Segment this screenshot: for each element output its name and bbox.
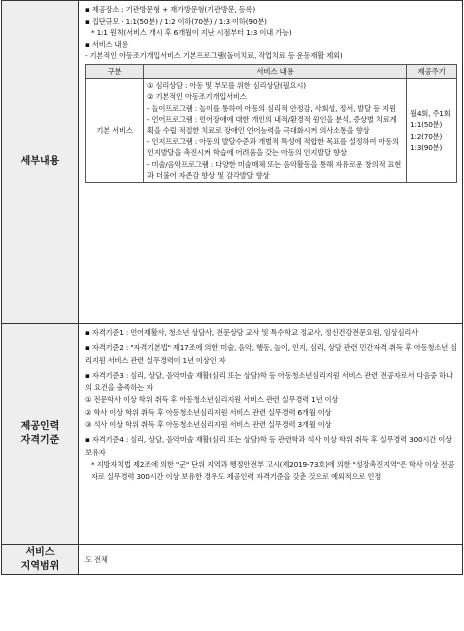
area-row (2, 545, 463, 575)
spec-table (1, 0, 463, 575)
period-freq: 월4회, 주1회 (410, 109, 451, 119)
qual-label-text: 제공인력 자격기준 (20, 421, 60, 446)
qual-3-item: ① 전문학사 이상 학위 취득 후 아동청소년심리지원 서비스 관련 실무경력 1년 이상 (85, 395, 339, 405)
service-table (85, 64, 457, 183)
header-content: 서비스 내용 (144, 64, 407, 78)
content-item: - 언어프로그램 : 언어장애에 대한 개인의 내적/환경적 원인을 분석, 증상별 치료계획을 수립 적절한 치료로 장애인 언어능력을 극대화시켜 의사소통을 향상 (147, 114, 397, 135)
detail-row (2, 1, 463, 324)
period-item: 1:3(90분) (410, 142, 443, 152)
service-table-row (86, 79, 457, 183)
period-item: 1:1(50분) (410, 120, 443, 130)
qual-3-item: ② 학사 이상 학위 취득 후 아동청소년심리지원 서비스 관련 실무경력 6개월 이상 (85, 407, 332, 417)
header-period: 제공주기 (407, 64, 457, 78)
service-table-header (86, 64, 457, 78)
place-line: ▪ 제공장소 : 기관방문형 + 재가방문형(기관방문, 등록) (85, 5, 256, 14)
content-item: ② 기본적인 아동조기개입서비스 (147, 92, 247, 102)
qual-content (79, 324, 463, 545)
qual-4: ▪ 자격기준4 : 심리, 상담, 음악미술 재활(심리 또는 상담)학 등 관련학과 석사 이상 학위 취득 후 실무경력 300시간 이상 보유자 (85, 435, 452, 457)
area-label (2, 545, 79, 575)
detail-label-text: 세부내용 (20, 156, 60, 167)
qual-3-item: ③ 석사 이상 학위 취득 후 아동청소년심리지원 서비스 관련 실무경력 3개월 이상 (85, 420, 332, 430)
document (1, 0, 462, 575)
header-kind: 구분 (86, 64, 144, 78)
detail-content (79, 1, 463, 324)
service-heading: ▪ 서비스 내용 (85, 39, 129, 49)
period-cell (407, 79, 457, 183)
qual-2: ▪ 자격기준2 : "자격기본법" 제17조에 의한 미술, 음악, 행동, 놀이, 인지, 심리, 상담 관련 민간자격 취득 후 아동청소년 심리지원 서비스 관련 실무경력이 1년 이상인 자 (85, 343, 458, 365)
content-item: - 미술/음악프로그램 : 다양한 미술매체 또는 음악활동을 통해 자유로운 창의적 표현과 더불어 자존감 향상 및 감각발달 향상 (147, 159, 402, 180)
content-item: - 인지프로그램 : 아동의 발달수준과 개별적 특성에 적합한 목표를 설정하여 아동의 인지발달을 촉진시켜 학습에 어려움을 갖는 아동의 인지발달 향상 (147, 137, 399, 158)
content-item: ① 심리상담 : 아동 및 부모를 위한 심리상담(필요시) (147, 81, 306, 91)
kind-cell: 기본 서비스 (86, 79, 144, 183)
area-value: 도 전체 (85, 554, 108, 564)
qual-3: ▪ 자격기준3 : 심리, 상담, 음악미술 재활(심리 또는 상담)학 등 아동청소년심리지원 서비스 관련 전공자로서 다음중 하나의 요건을 충족하는 자 (85, 370, 453, 393)
service-desc: - 기본적인 아동조기개입서비스 기본프로그램(돌이치료, 작업치료 등 운동재활 제외) (85, 51, 343, 61)
area-label-text: 서비스 지역범위 (20, 546, 60, 572)
group-size-line: ▪ 집단규모 · 1:1(50분) / 1:2 이하(70분) / 1:3 이하(90분) (85, 16, 267, 26)
content-item: - 놀이프로그램 : 놀이를 통하여 아동의 심리적 안정감, 사회성, 정서, 발달 등 지원 (147, 103, 396, 113)
group-note-line: * 1:1 원칙(서비스 개시 후 6개월이 지난 시점부터 1:3 이내 가능) (91, 28, 292, 38)
qual-note: * 지방자치법 제2조에 의한 "군" 단위 지역과 행정안전부 고시(제2019-73호)에 의한 "성장촉진지역"은 학사 이상 전공자로 실무경력 300시간 이상 보유한 경우도 제공인력 자격기준을 갖춘 것으로 예외적으로 인정 (91, 459, 455, 482)
content-cell (144, 79, 407, 183)
qual-1: ▪ 자격기준1 : 언어재활사, 청소년 상담사, 전문상담 교사 및 특수학교 정교사, 정신건강전문요원, 임상심리사 (85, 328, 419, 337)
area-content (79, 545, 463, 575)
detail-label (2, 1, 79, 324)
qual-row (2, 324, 463, 545)
qual-label (2, 324, 79, 545)
period-item: 1:2(70분) (410, 131, 443, 141)
